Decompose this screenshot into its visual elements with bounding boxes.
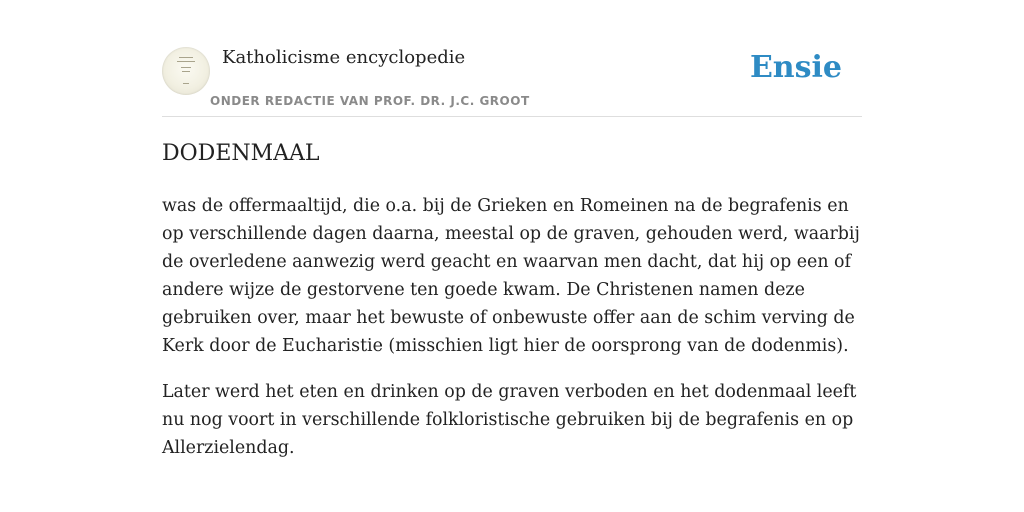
source-title-link[interactable]: Katholicisme encyclopedie bbox=[222, 47, 466, 68]
source-header bbox=[162, 40, 862, 117]
entry-paragraph: Later werd het eten en drinken op de graven verboden en het dodenmaal leeft nu nog voort in verschillende folkloristische gebruiken bij de begrafenis en op Allerzielendag. bbox=[162, 382, 857, 458]
entry-paragraph: was de offermaaltijd, die o.a. bij de Grieken en Romeinen na de begrafenis en op verschillende dagen daarna, meestal op de graven, gehouden werd, waarbij de overledene aanwezig werd geacht en waarvan men dacht, dat hij op een of andere wijze de gestorvene ten goede kwam. De Christenen namen deze gebruiken over, maar het bewuste of onbewuste offer aan de schim verving de Kerk door de Eucharistie (misschien ligt hier de oorsprong van de dodenmis). bbox=[162, 196, 860, 356]
book-cover-thumbnail[interactable] bbox=[162, 47, 210, 95]
entry-body bbox=[162, 192, 862, 480]
editor-credit: ONDER REDACTIE VAN PROF. DR. J.C. GROOT bbox=[210, 94, 530, 108]
ensie-logo-link[interactable]: Ensie bbox=[749, 50, 842, 85]
entry-title: DODENMAAL bbox=[162, 141, 320, 166]
